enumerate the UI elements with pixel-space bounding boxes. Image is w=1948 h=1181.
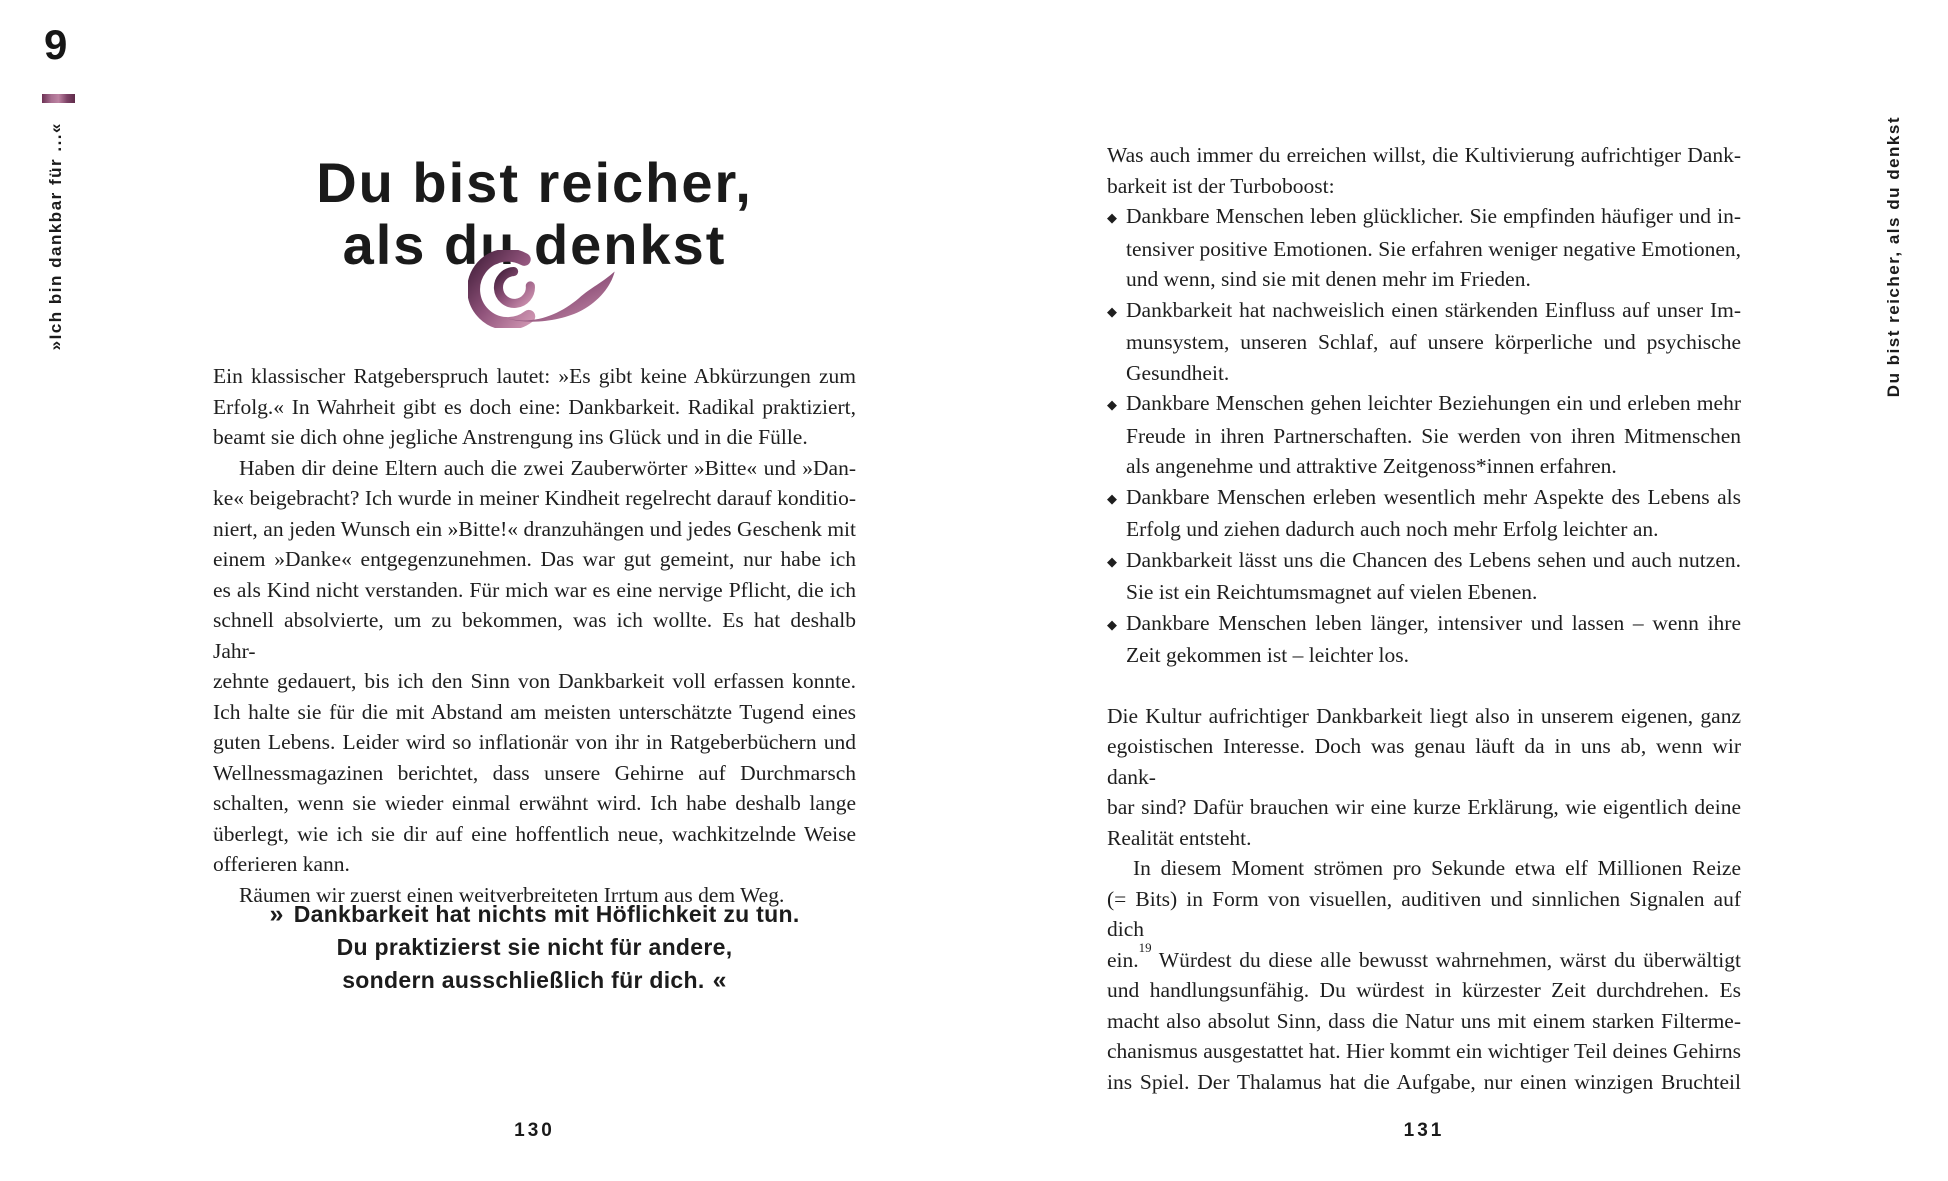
body-line: überlegt, wie ich sie dir auf eine hoffentlich neue, wachkitzelnde Weise [213, 821, 856, 846]
body-line: barkeit ist der Turboboost: [1107, 173, 1335, 198]
body-line: schalten, wenn sie wieder einmal erwähnt wird. Ich habe deshalb lange [213, 791, 856, 815]
diamond-bullet-icon: ◆ [1107, 553, 1117, 569]
diamond-bullet-icon: ◆ [1107, 616, 1117, 632]
bullet-line: Gesundheit. [1126, 360, 1230, 385]
bullet-line: Freude in ihren Partnerschaften. Sie werden von ihren Mitmenschen [1126, 423, 1741, 448]
pull-quote-text: Du praktizierst sie nicht für andere, [336, 934, 733, 960]
bullet-line: ◆ Dankbare Menschen erleben wesentlich mehr Aspekte des Lebens als [1107, 482, 1741, 515]
pull-quote-line [213, 898, 856, 931]
body-line: Wellnessmagazinen berichtet, dass unsere Gehirne auf Durchmarsch [213, 760, 856, 785]
swirl-wave-icon [468, 250, 620, 328]
body-line: es als Kind nicht verstanden. Für mich war es eine nervige Pflicht, die ich [213, 577, 856, 602]
bullet-line: tensiver positive Emotionen. Sie erfahren weniger negative Emotionen, [1126, 236, 1741, 261]
diamond-bullet-icon: ◆ [1107, 397, 1117, 412]
body-line: niert, an jeden Wunsch ein »Bitte!« dranzuhängen und jedes Geschenk mit [213, 516, 856, 541]
pull-quote [213, 898, 856, 997]
body-line: egoistischen Interesse. Doch was genau läuft da in uns ab, wenn wir dank- [1107, 734, 1741, 789]
bullet-line: Sie ist ein Reichtumsmagnet auf vielen Ebenen. [1126, 580, 1538, 604]
body-line: Was auch immer du erreichen willst, die Kultivierung aufrichtiger Dank- [1107, 143, 1741, 167]
bullet-line: ◆ Dankbarkeit lässt uns die Chancen des Lebens sehen und auch nutzen. [1107, 545, 1741, 578]
body-line: Realität entsteht. [1107, 825, 1252, 850]
bullet-line: und wenn, sind sie mit denen mehr im Frieden. [1126, 267, 1531, 291]
bullet-line: als angenehme und attraktive Zeitgenoss*innen erfahren. [1126, 454, 1617, 478]
body-line: Die Kultur aufrichtiger Dankbarkeit liegt also in unserem eigenen, ganz [1107, 703, 1741, 728]
body-line: macht also absolut Sinn, dass die Natur uns mit einem starken Filterme- [1107, 1008, 1741, 1033]
footnote-marker: 19 [1138, 940, 1152, 955]
paragraph-spacer [1107, 671, 1741, 701]
quote-close-mark: « [712, 966, 727, 994]
quote-open-mark: » [269, 900, 284, 928]
body-line: offerieren kann. [213, 852, 350, 876]
page-title-line2: als du denkst [342, 212, 727, 276]
body-line: Erfolg.« In Wahrheit gibt es doch eine: Dankbarkeit. Radikal praktiziert, [213, 394, 856, 419]
page-number-left: 130 [514, 1120, 555, 1141]
body-line: ins Spiel. Der Thalamus hat die Aufgabe, nur einen winzigen Bruchteil [1107, 1069, 1741, 1094]
left-margin-vertical-text: »Ich bin dankbar für ...« [46, 122, 65, 351]
body-line: Räumen wir zuerst einen weitverbreiteten Irrtum aus dem Weg. [239, 882, 785, 907]
bullet-line: munsystem, unseren Schlaf, auf unsere körperliche und psychische [1126, 330, 1741, 354]
body-line: bar sind? Dafür brauchen wir eine kurze Erklärung, wie eigentlich deine [1107, 795, 1741, 819]
bullet-line: ◆ Dankbare Menschen leben glücklicher. Sie empfinden häufiger und in- [1107, 201, 1741, 234]
pull-quote-text: Dankbarkeit hat nichts mit Höflichkeit zu tun. [293, 901, 800, 927]
bullet-line: ◆ Dankbare Menschen leben länger, intensiver und lassen – wenn ihre [1107, 608, 1741, 641]
left-page-body [213, 361, 856, 910]
page-number-right: 131 [1403, 1120, 1445, 1141]
body-line: (= Bits) in Form von visuellen, auditiven und sinnlichen Signalen auf dich [1107, 886, 1741, 941]
right-margin-vertical-text: Du bist reicher, als du denkst [1884, 116, 1903, 398]
body-line: In diesem Moment strömen pro Sekunde etwa elf Millionen Reize [1133, 856, 1741, 880]
body-line: zehnte gedauert, bis ich den Sinn von Dankbarkeit voll erfassen konnte. [213, 669, 856, 693]
body-line: und handlungsunfähig. Du würdest in kürzester Zeit durchdrehen. Es [1107, 978, 1741, 1002]
body-line: schnell absolvierte, um zu bekommen, was ich wollte. Es hat deshalb Jahr- [213, 608, 856, 663]
diamond-bullet-icon: ◆ [1107, 303, 1117, 319]
diamond-bullet-icon: ◆ [1107, 490, 1117, 506]
diamond-bullet-icon: ◆ [1107, 210, 1117, 225]
pull-quote-line [213, 964, 856, 997]
body-line: einem »Danke« entgegenzunehmen. Das war gut gemeint, nur habe ich [213, 547, 856, 571]
page-title-line1: Du bist reicher, [316, 150, 753, 214]
pull-quote-line [213, 931, 856, 964]
bullet-line: ◆ Dankbare Menschen gehen leichter Beziehungen ein und erleben mehr [1107, 388, 1741, 421]
chapter-accent-bar [42, 94, 75, 103]
bullet-line: ◆ Dankbarkeit hat nachweislich einen stärkenden Einfluss auf unser Im- [1107, 295, 1741, 328]
chapter-number: 9 [44, 21, 68, 68]
body-line: guten Lebens. Leider wird so inflationär von ihr in Ratgeberbüchern und [213, 730, 856, 754]
body-line: ke« beigebracht? Ich wurde in meiner Kindheit regelrecht darauf konditio- [213, 486, 856, 510]
body-line: chanismus ausgestattet hat. Hier kommt ein wichtiger Teil deines Gehirns [1107, 1039, 1741, 1063]
bullet-line: Erfolg und ziehen dadurch auch noch mehr Erfolg leichter an. [1126, 517, 1659, 541]
pull-quote-text: sondern ausschließlich für dich. [342, 967, 705, 993]
right-page-body [1107, 140, 1741, 1097]
body-line: beamt sie dich ohne jegliche Anstrengung ins Glück und in die Fülle. [213, 425, 808, 449]
body-line: Ein klassischer Ratgeberspruch lautet: »Es gibt keine Abkürzungen zum [213, 364, 856, 388]
body-line: Ich halte sie für die mit Abstand am meisten unterschätzte Tugend eines [213, 699, 856, 724]
body-line: Haben dir deine Eltern auch die zwei Zauberwörter »Bitte« und »Dan- [239, 455, 856, 480]
bullet-line: Zeit gekommen ist – leichter los. [1126, 643, 1410, 667]
body-line: ein.$^{19}$ Würdest du diese alle bewusst wahrnehmen, wärst du überwältigt [1107, 940, 1741, 972]
